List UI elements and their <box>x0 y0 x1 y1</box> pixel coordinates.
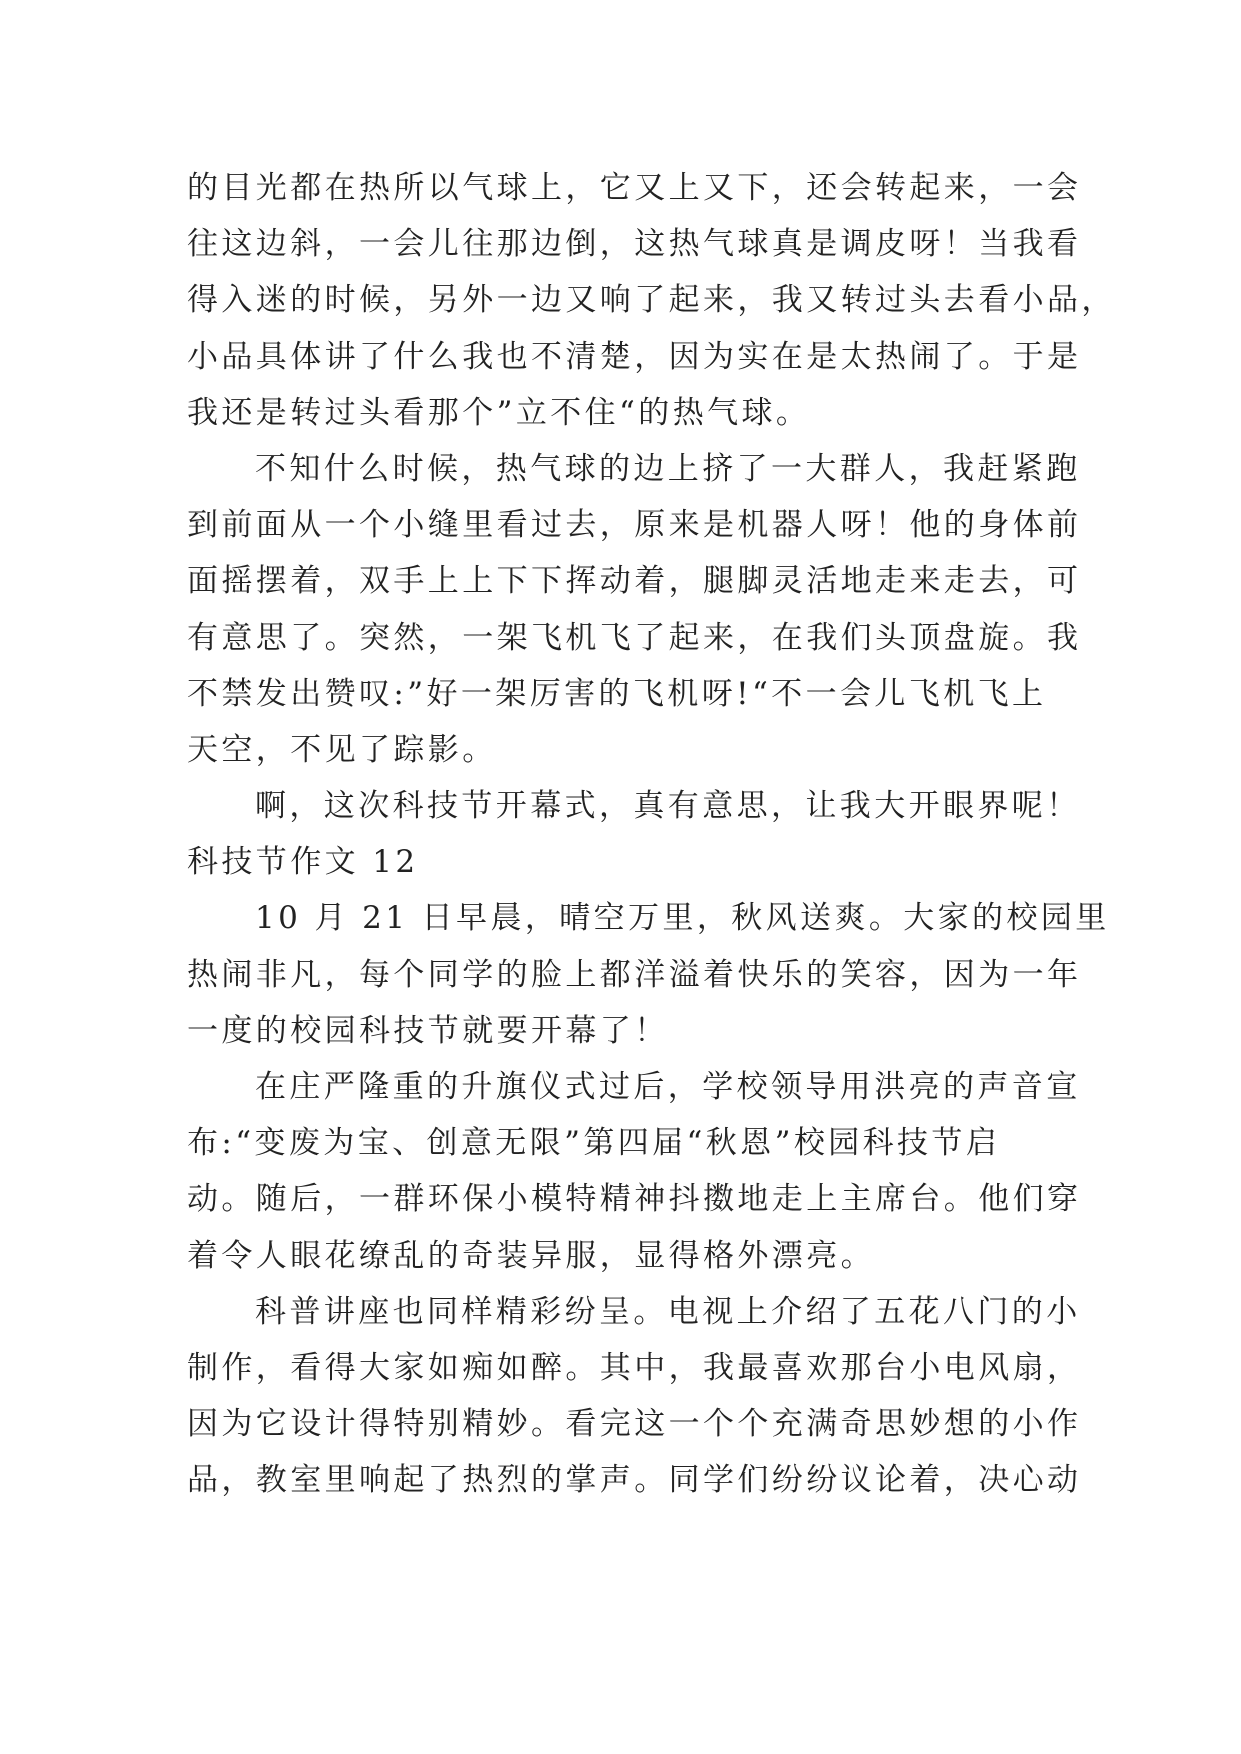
body-text <box>187 160 1116 1509</box>
text-line: 因为它设计得特别精妙。看完这一个个充满奇思妙想的小作 <box>187 1406 1082 1443</box>
paragraph-start-line: 不知什么时候，热气球的边上挤了一大群人，我赶紧跑 <box>255 450 1081 487</box>
paragraph-start-line: 啊，这次科技节开幕式，真有意思，让我大开眼界呢！ <box>255 788 1081 825</box>
text-line: 到前面从一个小缝里看过去，原来是机器人呀！他的身体前 <box>187 507 1082 544</box>
text-line: 的目光都在热所以气球上，它又上又下，还会转起来，一会 <box>187 170 1082 206</box>
text-line: 往这边斜，一会儿往那边倒，这热气球真是调皮呀！当我看 <box>187 226 1082 263</box>
text-line: 不禁发出赞叹:”好一架厉害的飞机呀!“不一会儿飞机飞上 <box>187 675 1047 712</box>
text-line: 热闹非凡，每个同学的脸上都洋溢着快乐的笑容，因为一年 <box>187 956 1082 993</box>
text-line: 着令人眼花缭乱的奇装异服，显得格外漂亮。 <box>187 1237 875 1274</box>
text-line: 得入迷的时候，另外一边又响了起来，我又转过头去看小品， <box>187 282 1116 319</box>
section-heading: 科技节作文 12 <box>187 844 419 881</box>
text-line: 我还是转过头看那个”立不住“的热气球。 <box>187 394 811 431</box>
text-line: 动。随后，一群环保小模特精神抖擞地走上主席台。他们穿 <box>187 1181 1082 1218</box>
paragraph-start-line: 科普讲座也同样精彩纷呈。电视上介绍了五花八门的小 <box>255 1293 1081 1330</box>
text-line: 小品具体讲了什么我也不清楚，因为实在是太热闹了。于是 <box>187 338 1082 375</box>
text-line: 制作，看得大家如痴如醉。其中，我最喜欢那台小电风扇， <box>187 1349 1082 1386</box>
text-line: 有意思了。突然，一架飞机飞了起来，在我们头顶盘旋。我 <box>187 619 1082 656</box>
text-line: 天空，不见了踪影。 <box>187 731 497 768</box>
text-line: 一度的校园科技节就要开幕了！ <box>187 1012 669 1049</box>
text-line: 品，教室里响起了热烈的掌声。同学们纷纷议论着，决心动 <box>187 1462 1082 1499</box>
text-line: 面摇摆着，双手上上下下挥动着，腿脚灵活地走来走去，可 <box>187 563 1082 600</box>
paragraph-start-line: 10 月 21 日早晨，晴空万里，秋风送爽。大家的校园里 <box>255 900 1110 937</box>
text-line: 布:“变废为宝、创意无限”第四届“秋恩”校园科技节启 <box>187 1125 1001 1162</box>
paragraph-start-line: 在庄严隆重的升旗仪式过后，学校领导用洪亮的声音宣 <box>255 1069 1081 1105</box>
